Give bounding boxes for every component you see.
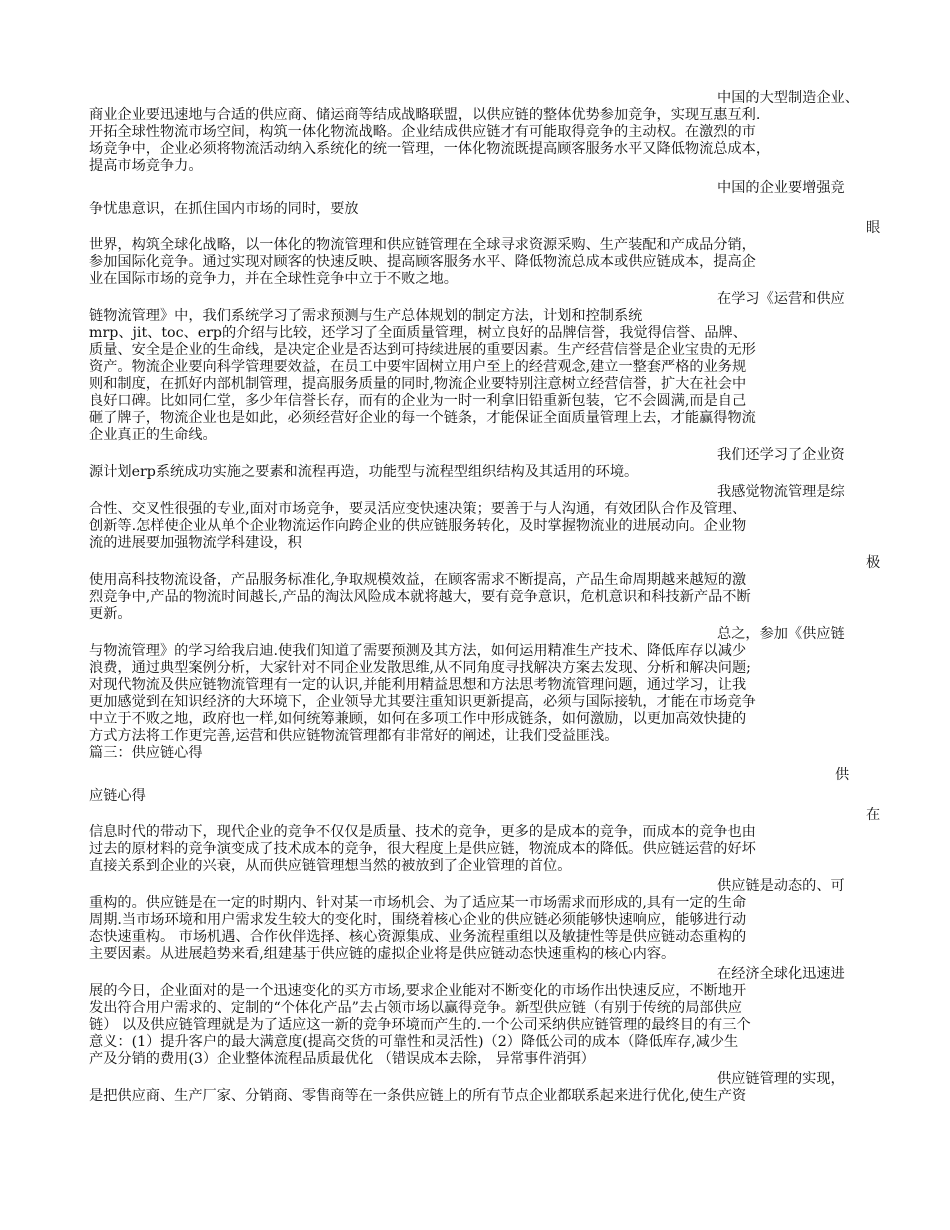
text-line: 浪费，通过典型案例分析，大家针对不同企业发散思维,从不同角度寻找解决方案去发现、分析和解决问题; <box>89 660 751 676</box>
text-line: 更加感觉到在知识经济的大环境下，企业领导尤其要注重知识更新提高，必须与国际接轨，才能在市场竞争 <box>89 694 756 710</box>
text-line: 源计划erp系统成功实施之要素和流程再造，功能型与流程型组织结构及其适用的环境。 <box>89 464 639 480</box>
text-line: 在经济全球化迅速进 <box>717 966 845 982</box>
text-line: 砸了牌子，物流企业也是如此，必须经营好企业的每一个链条，才能保证全面质量管理上去，才能赢得物流 <box>89 410 756 426</box>
text-line: 则和制度，在抓好内部机制管理，提高服务质量的同时,物流企业要特别注意树立经营信誉，扩大在社会中 <box>89 376 747 392</box>
text-line: 商业企业要迅速地与合适的供应商、储运商等结成战略联盟，以供应链的整体优势参加竞争，实现互惠互利. <box>89 107 761 123</box>
text-line: 过去的原材料的竞争演变成了技术成本的竞争，很大程度上是供应链，物流成本的降低。供应链运营的好坏 <box>89 841 756 857</box>
text-line: 开拓全球性物流市场空间，构筑一体化物流战略。企业结成供应链才有可能取得竞争的主动权。在激烈的市 <box>89 124 756 140</box>
text-line: 提高市场竞争力。 <box>89 158 203 174</box>
text-line: 使用高科技物流设备，产品服务标准化,争取规模效益，在顾客需求不断提高，产品生命周期越来越短的激 <box>89 572 747 588</box>
text-line: 在学习《运营和供应 <box>717 291 845 307</box>
text-line: 争忧患意识，在抓住国内市场的同时，要放 <box>89 201 359 217</box>
text-line: 产及分销的费用(3）企业整体流程品质最优化 （错误成本去除， 异常事件消弭） <box>89 1051 595 1067</box>
text-line: 合性、交叉性很强的专业,面对市场竞争，要灵活应变快速决策；要善于与人沟通，有效团队合作及管理、 <box>89 501 747 517</box>
text-line: 链物流管理》中，我们系统学习了需求预测与生产总体规划的制定方法，计划和控制系统 <box>89 308 643 324</box>
text-line: 重构的。供应链是在一定的时期内、针对某一市场机会、为了适应某一市场需求而形成的,具有一定的生命 <box>89 895 747 911</box>
text-line: 供 <box>835 767 850 783</box>
text-line: 篇三：供应链心得 <box>89 745 203 761</box>
text-line: 质量、安全是企业的生命线，是决定企业是否达到可持续进展的重要因素。生产经营信誉是企业宝贵的无形 <box>89 342 756 358</box>
text-line: 链） 以及供应链管理就是为了适应这一新的竞争环境而产生的.一个公司采纳供应链管理的最终目的有三个 <box>89 1017 751 1033</box>
text-line: 与物流管理》的学习给我启迪.使我们知道了需要预测及其方法，如何运用精准生产技术、降低库存以减少 <box>89 643 747 659</box>
text-line: 中立于不败之地，政府也一样,如何统筹兼顾，如何在多项工作中形成链条，如何激励，以更加高效快捷的 <box>89 711 747 727</box>
text-line: 参加国际化竞争。通过实现对顾客的快速反映、提高顾客服务水平、降低物流总成本或供应链成本，提高企 <box>89 254 756 270</box>
text-line: 业在国际市场的竞争力，并在全球性竞争中立于不败之地。 <box>89 271 458 287</box>
text-line: 中国的企业要增强竞 <box>717 180 845 196</box>
text-line: 直接关系到企业的兴衰，从而供应链管理想当然的被放到了企业管理的首位。 <box>89 858 572 874</box>
text-line: 展的今日，企业面对的是一个迅速变化的买方市场,要求企业能对不断变化的市场作出快速反应，不断地开 <box>89 983 747 999</box>
text-line: 烈竞争中,产品的物流时间越长,产品的淘汰风险成本就将越大，要有竞争意识，危机意识和科技新产品不断 <box>89 589 751 605</box>
text-line: 态快速重构。 市场机遇、合作伙伴选择、核心资源集成、业务流程重组以及敏捷性等是供应链动态重构的 <box>89 929 747 945</box>
text-line: 流的进展要加强物流学科建设，积 <box>89 535 302 551</box>
text-line: 周期.当市场环境和用户需求发生较大的变化时，围绕着核心企业的供应链必须能够快速响应，能够进行动 <box>89 912 747 928</box>
text-line: 对现代物流及供应链物流管理有一定的认识,并能利用精益思想和方法思考物流管理问题，通过学习，让我 <box>89 677 747 693</box>
text-line: 是把供应商、生产厂家、分销商、零售商等在一条供应链上的所有节点企业都联系起来进行优化,使生产资 <box>89 1088 747 1104</box>
text-line: 意义：(1）提升客户的最大满意度(提高交货的可靠性和灵活性)（2）降低公司的成本（降低库存,减少生 <box>89 1034 739 1050</box>
text-line: mrp、jit、toc、erp的介绍与比较，还学习了全面质量管理，树立良好的品牌信誉，我觉得信誉、品牌、 <box>89 325 747 341</box>
text-line: 我们还学习了企业资 <box>717 447 845 463</box>
text-line: 中国的大型制造企业、 <box>717 90 859 106</box>
text-line: 世界，构筑全球化战略，以一体化的物流管理和供应链管理在全球寻求资源采购、生产装配和产成品分销， <box>89 237 756 253</box>
text-line: 资产。物流企业要向科学管理要效益，在员工中要牢固树立用户至上的经营观念,建立一整套严格的业务规 <box>89 359 747 375</box>
text-line: 方式方法将工作更完善,运营和供应链物流管理都有非常好的阐述，让我们受益匪浅。 <box>89 728 619 744</box>
text-line: 在 <box>866 807 881 823</box>
text-line: 供应链是动态的、可 <box>717 878 845 894</box>
text-line: 应链心得 <box>89 788 146 804</box>
text-line: 更新。 <box>89 606 132 622</box>
text-line: 极 <box>866 555 881 571</box>
text-line: 总之，参加《供应链 <box>717 626 845 642</box>
text-line: 创新等.怎样使企业从单个企业物流运作向跨企业的供应链服务转化，及时掌握物流业的进展动向。企业物 <box>89 518 747 534</box>
text-line: 信息时代的带动下，现代企业的竞争不仅仅是质量、技术的竞争，更多的是成本的竞争，而成本的竞争也由 <box>89 824 756 840</box>
text-line: 我感觉物流管理是综 <box>717 484 845 500</box>
text-line: 企业真正的生命线。 <box>89 427 217 443</box>
text-line: 眼 <box>866 220 881 236</box>
text-line: 主要因素。从进展趋势来看,组建基于供应链的虚拟企业将是供应链动态快速重构的核心内容。 <box>89 946 676 962</box>
text-line: 场竞争中，企业必须将物流活动纳入系统化的统一管理，一体化物流既提高顾客服务水平又降低物流总成本， <box>89 141 771 157</box>
text-line: 供应链管理的实现， <box>717 1071 845 1087</box>
text-line: 发出符合用户需求的、定制的“个体化产品”去占领市场以赢得竞争。新型供应链（有别于传统的局部供应 <box>89 1000 742 1016</box>
text-line: 良好口碑。比如同仁堂，多少年信誉长存，而有的企业为一时一利拿旧铅重新包装，它不会圆满,而是自己 <box>89 393 747 409</box>
